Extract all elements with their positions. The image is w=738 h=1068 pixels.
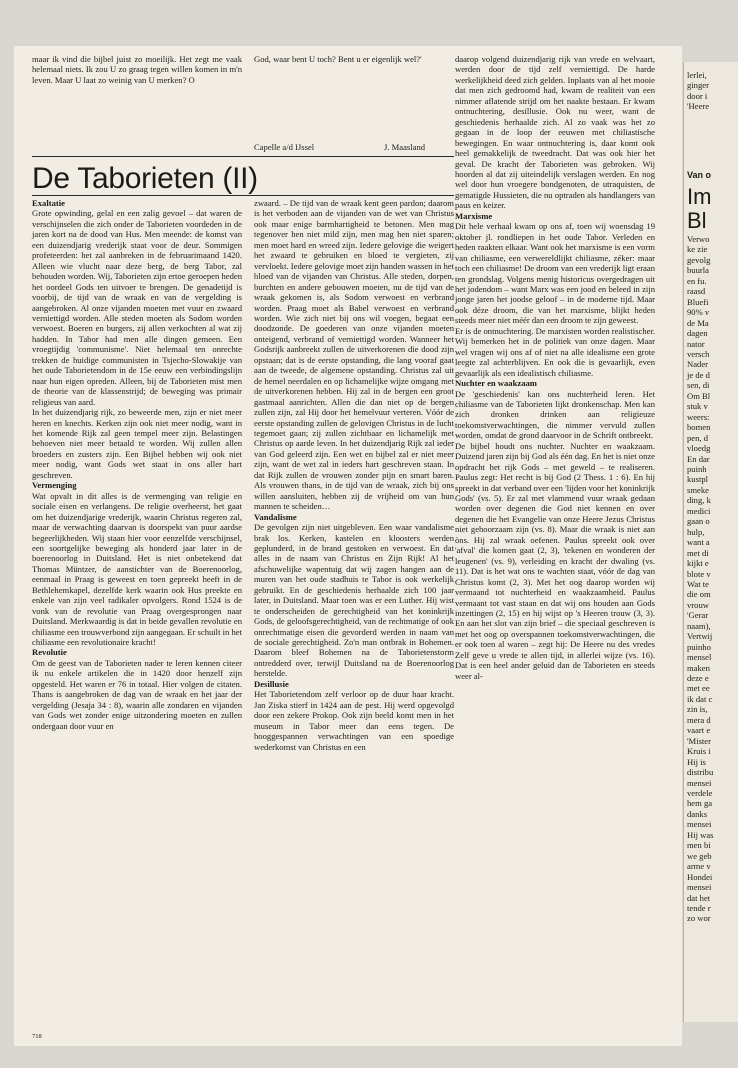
paragraph: Dit hele verhaal kwam op ons af, toen wij woensdag 19 oktober jl. rondliepen in het oude Tabor. Verleden en heden raakten elkaar. Want ook het marxisme is een vorm van chiliasme, een verwereldlijkt chiliasme, zéker: maar toch een chiliasme! De droom van een vrederijk ligt eraan ten grondslag. Volgens menig historicus overgedragen uit het jodendom – want Marx was een jood en beleed in zijn jonge jaren het joodse geloof – in de moderne tijd. Maar ook déze droom, die van het marxisme, blijkt heden steeds meer niet méér dan een droom te zijn geweest.: [455, 221, 655, 326]
paragraph: Grote opwinding, gelal en een zalig gevoel – dat waren de verschijnselen die zich onder de Taborieten voordeden in de jaren kort na de dood van Hus. Men meende: de komst van een duizendjarig vrederijk staat voor de deur. Sommigen profeteerden: het zal aanbreken in de februarimaand 1420. Alleen wie vlucht naar deze berg, de berg Tabor, zal behouden worden. Wij, Taborieten zijn ertoe geroepen heden het oordeel Gods ten uitvoer te brengen. De genadetijd is voorbij, de tijd van de wraak en van de vergelding is aangebroken. Al onze vijanden moeten met vuur en zwaard verniettigd worden. Alle steden moeten als Sodom worden verwoest. Boeren en burgers, zij allen verkochten al wat zij hadden. In Tabor had men alle dingen gemeen. Een vroegtijdig 'communisme'. Niet helemaal ten onrechte trekken de huidige communisten in Tsjecho-Slowakije van het oude Taborietendom in de 15e eeuw een verbindingslijn naar hun eigen opreden. Alleen, bij de Taborieten mist men de theorie van de klassenstrijd; de beweging was primair religieus van aard.: [32, 208, 242, 407]
paragraph: zwaard. – De tijd van de wraak kent geen pardon; daarom is het verboden aan de vijanden van de wet van Christus ook maar enige barmhartigheid te betonen. Men mag tegenover hen niet mild zijn, men mag hen niet sparen; men moet hard en wreed zijn. Iedere gelovige die weigert het zwaard te gebruiken en bloed te vergieten, zij vervloekt. Iedere gelovige moet zijn handen wassen in het bloed van de vijanden van Christus. Alle steden, dorpen, burchten en andere gebouwen moeten, nu de tijd van de wraak gekomen is, als Sodom verwoest en verbrand worden. Praag moet als Babel verwoest en verbrand worden. Wie zich niet bij ons wil voegen, begaat een doodzonde. De goederen van onze vijanden moeten onteigend, verbrand of verniettigd worden. Wanneer het Godsrijk aanbreekt zullen de uitverkorenen die dood zijn opstaan; dat is de eerste opstanding, die lang vooraf gaat aan de tweede, de algemene opstanding. Christus zal uit de hemel neerdalen en op lichamelijke wijze omgang met de uitverkorenen hebben. Hij zal in de bergen een groot gastmaal aanrichten. Allen die dan niet op de bergen zullen zijn, zal Hij door het hemelvuur verteren. Vóór de eerste opstanding zullen de gelovigen Christus in de lucht tegemoet gaan; zij zullen zichtbaar en lichamelijk met Christus op aarde leven. In het duizendjarig Rijk zal ieder van God geleerd zijn. Een wet en bijbel zal er niet meer zijn, want de wet zal in ieders hart geschreven staan. In dat Rijk zullen de vrouwen zonder pijn en smart baren. Als vrouwen thans, in de tijd van de wraak, zich bij ons willen aansluiten, hebben zij de vrijheid om van hun mannen te scheiden…: [254, 198, 454, 512]
article-column-2: [254, 198, 454, 752]
article-title: De Taborieten (II): [32, 162, 258, 195]
section-heading: Vermenging: [32, 480, 77, 491]
signature-place: Capelle a/d IJssel: [254, 142, 315, 152]
section-heading: Marxisme: [455, 210, 493, 221]
article-column-3: [455, 54, 655, 681]
section-heading: Revolutie: [32, 647, 67, 658]
paragraph: Er is de ontnuchtering. De marxisten worden realistischer. Wij bemerken het in de politiek van onze dagen. Maar wel vragen wij ons af of niet na alle idealisme een grote leegte zal achterblijven. En ook die is gevaarlijk, even gevaarlijk als een idealistisch chiliasme.: [455, 325, 655, 378]
next-page-section-label: Van o: [687, 170, 712, 180]
section-heading: Desillusie: [254, 678, 289, 689]
paragraph: De gevolgen zijn niet uitgebleven. Een waar vandalisme brak los. Kerken, kastelen en kloosters werden geplunderd, in de brand gestoken en verwoest. En dat alles in de naam van Christus en Zijn Rijk! Al het afschuwelijke wapentuig dat wij zagen hangen aan de muren van het oude stadhuis te Tabor is ook werkelijk gebruikt. En de geschiedenis herhaalde zich 100 jaar later, in Duitsland. Maar toen was er een Luther. Hij wist te onderscheiden de gerechtigheid van het koninkrijk Gods, de geloofsgerechtigheid, van de rechtmatige of ook onrechtmatige eisen die gevorderd werden in naam van de sociale gerechtigheid. Zo'n man ontbrak in Bohemen. Daarom bleef Bohemen na de Taborietenstorm ontredderd over, terwijl Duitsland na de Boerenoorlog herstelde.: [254, 522, 454, 679]
signature-name: J. Maasland: [384, 142, 426, 152]
article-column-1: [32, 198, 242, 731]
magazine-page: [14, 46, 682, 1046]
paragraph: Het Taborietendom zelf verloor op de duur haar kracht. Jan Ziska stierf in 1424 aan de pest. Hij werd opgevolgd door een zekere Prokop. Ook zijn beeld komt men in het museum in Tabor meer dan eens tegen. De hooggespannen verwachtingen van een spoedige wederkomst van Christus en een: [254, 689, 454, 752]
title-rule: [32, 195, 454, 196]
paragraph: De bijbel houdt ons nuchter. Nuchter en waakzaam. Duizend jaren zijn bij God als één dag. En het is niet onze opdracht het rijk Gods – met geweld – te realiseren. Paulus zegt: Het recht is bij God (2 Thess. 1 : 6). En hij spreekt in dat verband over een 'lijden voor het koninkrijk Gods' (vs. 5). Er zal met vlammend vuur wraak gedaan worden over degenen die God niet kennen en over degenen die het Evangelie van onze Heere Jezus Christus niet gehoorzaam zijn (vs. 8). Maar die wraak is niet aan òns. Hij zal wraak oefenen. Paulus spreekt ook over 'afval' die komen gaat (2, 3), 'tekenen en wonderen der leugenen' (vs. 9), verleiding en kracht der dwaling (vs. 11). Dat is het wat ons te wachten staat, vóór de dag van Christus komt (2, 3). Met het oog daarop worden wij vermaand tot nuchterheid en waakzaamheid. Paulus vermaant tot vast staan en dat wij ons houden aan Gods inzettingen (2, 15) en hij wijst op 's Heeren trouw (3, 3). En aan het slot van zijn brief – die speciaal geschreven is met het oog op overspannen toekomstverwachtingen, die er ook toen al waren – zegt hij: De Heere nu des vredes Zelf geve u vrede te allen tijd, in allerlei wijze (vs. 16). Dat is een heel ander geluid dan de Taborieten en steeds weer al-: [455, 440, 655, 681]
section-heading: Vandalisme: [254, 511, 297, 522]
next-page-top-lines: lerlei, ginger door i 'Heere: [687, 70, 710, 112]
next-page-title-line2: Bl: [687, 208, 707, 233]
section-heading: Nuchter en waakzaam: [455, 378, 537, 389]
page-number: 718: [32, 1033, 42, 1040]
next-page-title-line1: Im: [687, 184, 712, 209]
top-continuation-col2: God, waar bent U toch? Bent u er eigenlijk wel?': [254, 54, 422, 64]
top-continuation-col1: maar ik vind die bijbel juist zo moeilijk. Het zegt me vaak helemaal niets. Ik zou U zo graag tegen willen komen in m'n leven. Maar U laat zo weinig van U merken? O: [32, 54, 242, 85]
section-heading: Exaltatie: [32, 198, 65, 208]
divider-rule: [32, 156, 454, 157]
next-page-edge: [683, 62, 738, 1022]
paragraph: Om de geest van de Taborieten nader te leren kennen citeer ik nu enkele artikelen die in 1420 door henzelf zijn opgesteld. Het waren er 76 in totaal. Hier volgen de citaten. Thans is aangebroken de dag van de wraak en het jaar der vergelding (Jesaja 34 : 8), waarin alle zondaren en vijanden van Gods wet zonder enige uitzondering moeten en zullen ondergaan door vuur en: [32, 657, 242, 731]
paragraph: De 'geschiedenis' kan ons nuchterheid leren. Het chiliasme van de Taborieten lijkt dronkenschap. Men kan zich dronken drinken aan religieuze toekomstverwachtingen, die nimmer vervuld zullen worden, omdat de grond daarvoor in de Schrift ontbreekt.: [455, 388, 655, 441]
next-page-body: Verwo ke zie gevolg buurla en fu. raasd Bluefi 90% v de Ma dagen nator versch Nader je de d sen, di Om Bl stuk v weers: bomen pen, d vloedg En dar puinh kustpl smeke ding, k medici gaan o hulp, want a met di kijkt e blote v Wat te die om vrouw 'Gerar naam), Vertwij puinho mensel maken deze e met ee ik dat c zin is, mera d vaart e 'Mister Kruis i Hij is distribu mensei verdele hem ga danks mensei Hij was men bi we geb arme v Hondei mensei dat het tende r zo wor: [687, 234, 714, 924]
paragraph: In het duizendjarig rijk, zo beweerde men, zijn er niet meer heren en knechts. Kerken zijn ook niet meer nodig, want in het komende Rijk zal geen tempel meer zijn. Belastingen behoeven niet meer betaald te worden. Wij zullen allen broeders en zusters zijn. Een Bijbel hebben wij ook niet meer nodig, want Gods wet staat in ons aller hart geschreven.: [32, 407, 242, 480]
paragraph: daarop volgend duizendjarig rijk van vrede en welvaart, werden door de tijd zelf verniettigd. De harde werkelijkheid deed zich gelden. Inplaats van al het mooie dat men zich gedroomd had, kwam de realiteit van een nimmer aflatende strijd om het naakte bestaan. Er kwam ontnuchtering, desillusie. Ook nu weer, want de geschiedenis herhaalde zich. Al zo vaak was het zo gegaan in de loop der eeuwen met chiliastische bewegingen. En waar ontnuchtering is, daar komt ook heel gemakkelijk de tweedracht. Dat was ook hier het geval. De kracht der Taborieten was gebroken. Wij hoorden al dat zij uiteindelijk verslagen werden. En nog wel door hun vroegere bondgenoten, de utraquisten, de gematigde Hussieten, die nu optraden als handlangers van paus en keizer.: [455, 54, 655, 211]
paragraph: Wat opvalt in dit alles is de vermenging van religie en sociale eisen en verlangens. De religie overheerst, het gaat om het duizendjarige vrederijk, waarin Christus regeren zal, maar de verwachting daarvan is doorspekt van puur aardse begeerlijkheden. Wij staan hier voor eenzelfde verschijnsel, een soortgelijke beweging als honderd jaar later in de boerenoorlog in Duitsland. Het is niet onbetekend dat Thomas Müntzer, de aanstichter van de Boerenoorlog, eenmaal in Praag is geweest en toen gepreekt heeft in de Bethlehemkapel, dezelfde kerk waarin ook Hus preekte en enkele van zijn veel radikaler opvolgers. Rond 1524 is de vonk van de revolutie van Praag overgesprongen naar Duitsland. Merkwaardig is dat in beide gevallen revolutie en chiliasme een trouwverbond zijn aangegaan. Er schuilt in het chiliasme een revolutionaire kracht!: [32, 490, 242, 648]
